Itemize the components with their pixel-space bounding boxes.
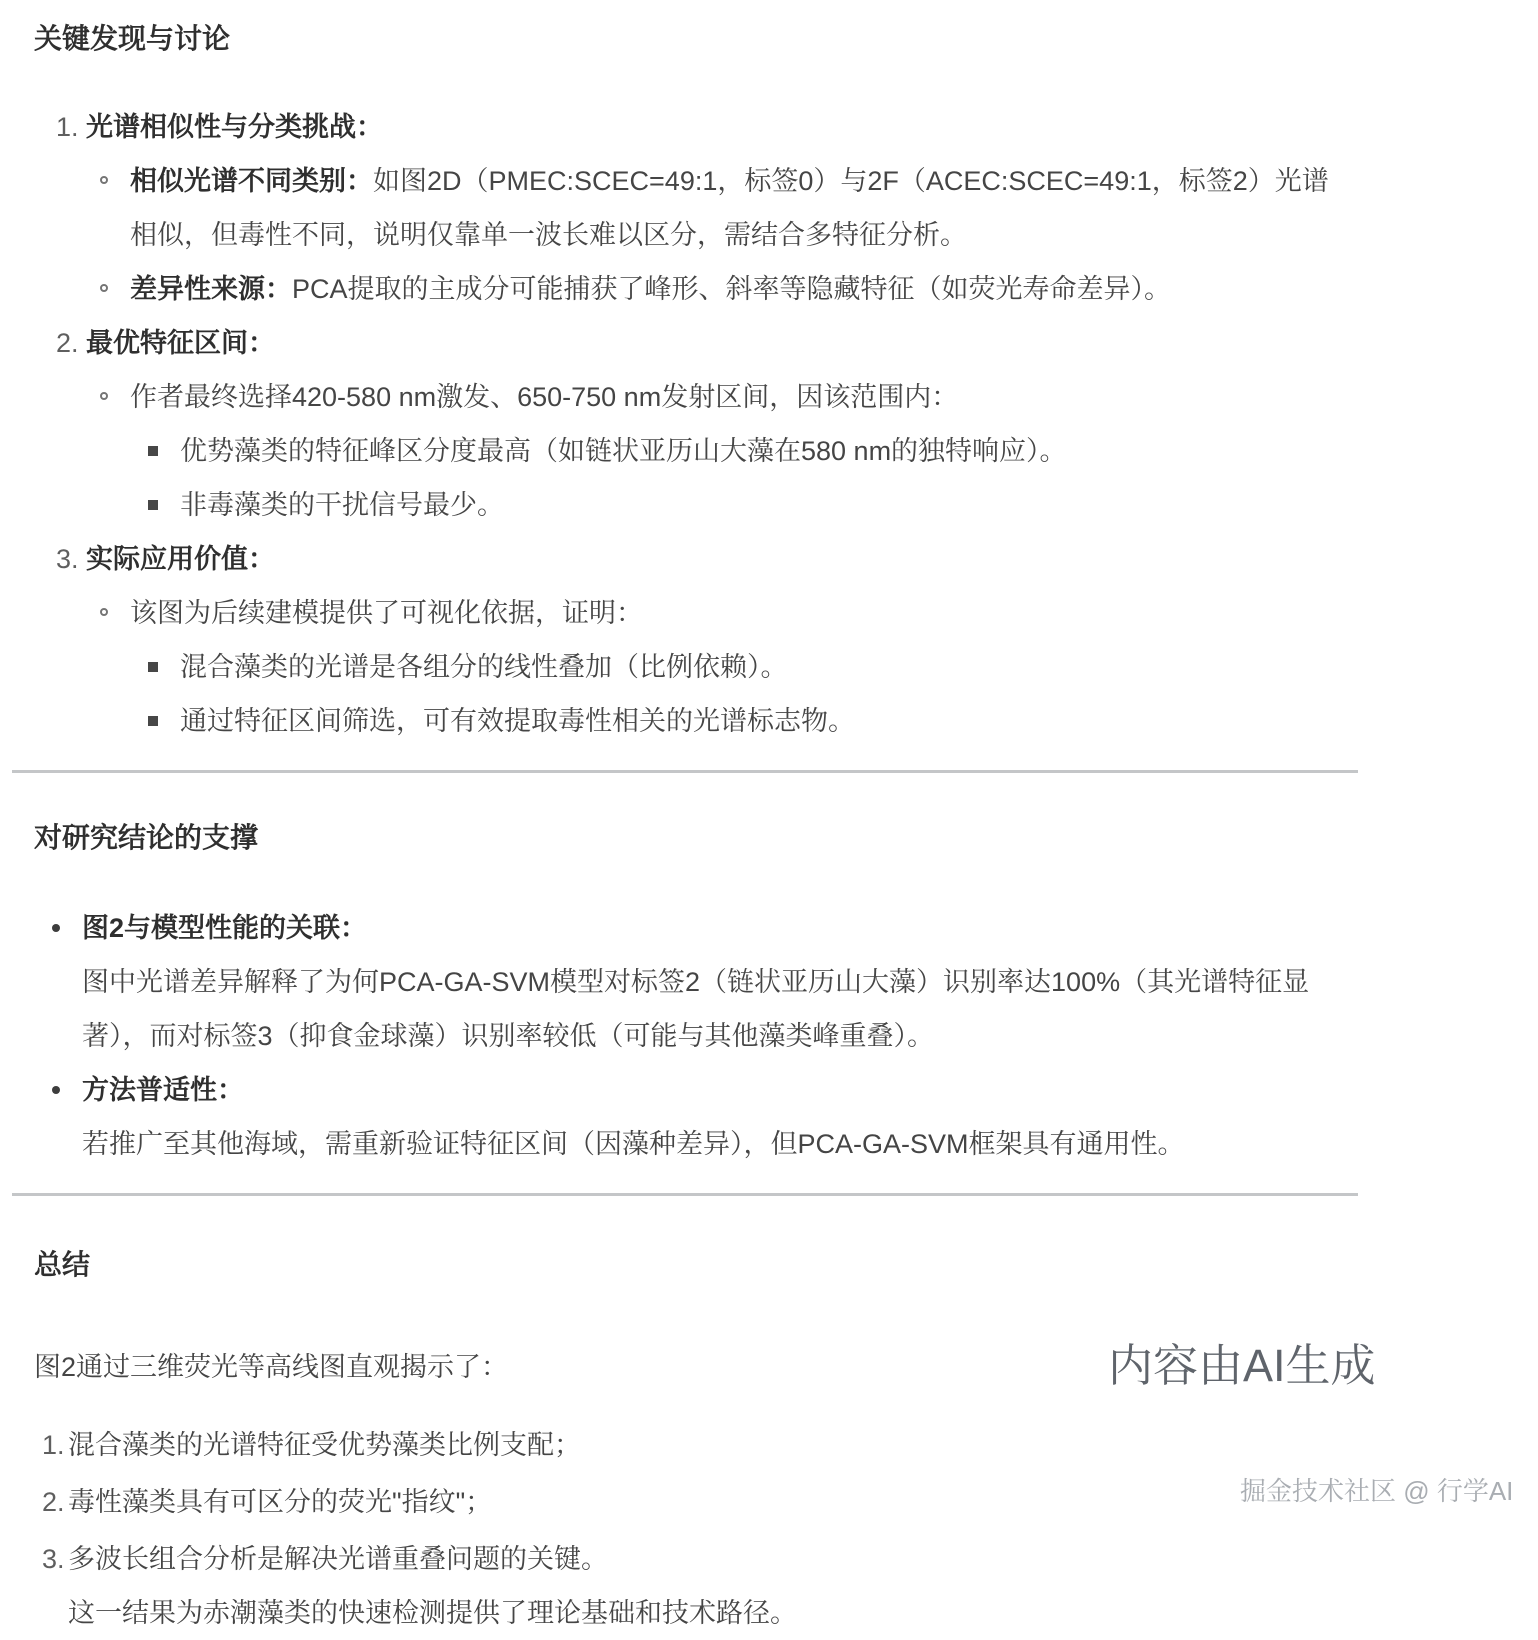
summary-item-continuation: 这一结果为赤潮藻类的快速检测提供了理论基础和技术路径。 bbox=[68, 1598, 797, 1628]
sub-bullet-text: 通过特征区间筛选，可有效提取毒性相关的光谱标志物。 bbox=[180, 706, 855, 736]
bullet-item bbox=[100, 262, 1330, 316]
numbered-item-title: 最优特征区间： bbox=[86, 328, 275, 358]
sub-bullet-text: 混合藻类的光谱是各组分的线性叠加（比例依赖）。 bbox=[180, 652, 788, 682]
numbered-item bbox=[56, 532, 1330, 586]
term-body: 如图2D（PMEC:SCEC=49:1，标签0）与2F（ACEC:SCEC=49:1，标签2）光谱相似，但毒性不同，说明仅靠单一波长难以区分，需结合多特征分析。 bbox=[130, 166, 1329, 250]
summary-item-line: 多波长组合分析是解决光谱重叠问题的关键。 bbox=[68, 1544, 608, 1574]
section-divider bbox=[12, 770, 1358, 773]
sub-bullet-text: 优势藻类的特征峰区分度最高（如链状亚历山大藻在580 nm的独特响应）。 bbox=[180, 436, 1067, 466]
ai-generated-watermark: 内容由AI生成 bbox=[1108, 1340, 1376, 1391]
disc-item bbox=[30, 901, 1330, 1063]
summary-item-text: 混合藻类的光谱特征受优势藻类比例支配； bbox=[68, 1430, 581, 1460]
disc-item-title-row bbox=[52, 1063, 1330, 1117]
square-bullet-icon bbox=[148, 662, 158, 672]
sub-bullet-text: 非毒藻类的干扰信号最少。 bbox=[180, 490, 504, 520]
term-body: PCA提取的主成分可能捕获了峰形、斜率等隐藏特征（如荧光寿命差异）。 bbox=[292, 274, 1172, 304]
bullet-item bbox=[100, 370, 1330, 424]
bullet-item bbox=[100, 586, 1330, 640]
summary-intro: 图2通过三维荧光等高线图直观揭示了： bbox=[34, 1352, 509, 1382]
numbered-item bbox=[56, 100, 1330, 154]
section-divider bbox=[12, 1193, 1358, 1196]
circle-bullet-icon bbox=[100, 284, 108, 292]
circle-bullet-icon bbox=[100, 392, 108, 400]
sub-bullet-item bbox=[148, 694, 1330, 748]
circle-bullet-icon bbox=[100, 608, 108, 616]
community-attribution-badge: 掘金技术社区 @ 行学AI bbox=[1240, 1476, 1514, 1506]
section-summary bbox=[30, 1246, 1330, 1640]
disc-item bbox=[30, 1063, 1330, 1171]
list-number: 2. bbox=[42, 1487, 65, 1517]
sub-bullet-item bbox=[148, 424, 1330, 478]
section-heading-support: 对研究结论的支撑 bbox=[34, 822, 259, 853]
disc-bullet-icon bbox=[52, 924, 60, 932]
square-bullet-icon bbox=[148, 446, 158, 456]
list-number: 1. bbox=[42, 1430, 65, 1460]
numbered-item bbox=[56, 316, 1330, 370]
disc-item-title-row bbox=[52, 901, 1330, 955]
summary-item bbox=[42, 1532, 1330, 1640]
disc-item-title: 方法普适性： bbox=[82, 1075, 244, 1105]
square-bullet-icon bbox=[148, 500, 158, 510]
bullet-item-text bbox=[130, 262, 1330, 316]
circle-bullet-icon bbox=[100, 176, 108, 184]
list-number: 3. bbox=[56, 544, 79, 574]
summary-item bbox=[42, 1418, 1330, 1472]
square-bullet-icon bbox=[148, 716, 158, 726]
disc-item-body: 图中光谱差异解释了为何PCA-GA-SVM模型对标签2（链状亚历山大藻）识别率达100%（其光谱特征显著），而对标签3（抑食金球藻）识别率较低（可能与其他藻类峰重叠）。 bbox=[82, 967, 1310, 1051]
list-number: 3. bbox=[42, 1544, 65, 1574]
list-number: 1. bbox=[56, 112, 79, 142]
numbered-item-title: 光谱相似性与分类挑战： bbox=[86, 112, 383, 142]
list-number: 2. bbox=[56, 328, 79, 358]
sub-bullet-item bbox=[148, 478, 1330, 532]
summary-item bbox=[42, 1475, 1330, 1529]
term-label: 差异性来源： bbox=[130, 274, 292, 304]
summary-item-text: 毒性藻类具有可区分的荧光"指纹"； bbox=[68, 1487, 493, 1517]
bullet-item-text: 该图为后续建模提供了可视化依据，证明： bbox=[130, 598, 643, 628]
section-key-findings bbox=[30, 20, 1330, 748]
section-heading-summary: 总结 bbox=[34, 1249, 91, 1280]
sub-bullet-item bbox=[148, 640, 1330, 694]
section-support bbox=[30, 819, 1330, 1171]
bullet-item-text: 作者最终选择420-580 nm激发、650-750 nm发射区间，因该范围内： bbox=[130, 382, 959, 412]
section-heading-key-findings: 关键发现与讨论 bbox=[34, 23, 231, 54]
bullet-item bbox=[100, 154, 1330, 262]
disc-item-body: 若推广至其他海域，需重新验证特征区间（因藻种差异），但PCA-GA-SVM框架具有通用性。 bbox=[82, 1129, 1185, 1159]
disc-item-title: 图2与模型性能的关联： bbox=[82, 913, 368, 943]
numbered-item-title: 实际应用价值： bbox=[86, 544, 275, 574]
disc-bullet-icon bbox=[52, 1086, 60, 1094]
summary-item-text bbox=[68, 1532, 1330, 1640]
bullet-item-text bbox=[130, 154, 1330, 262]
term-label: 相似光谱不同类别： bbox=[130, 166, 373, 196]
